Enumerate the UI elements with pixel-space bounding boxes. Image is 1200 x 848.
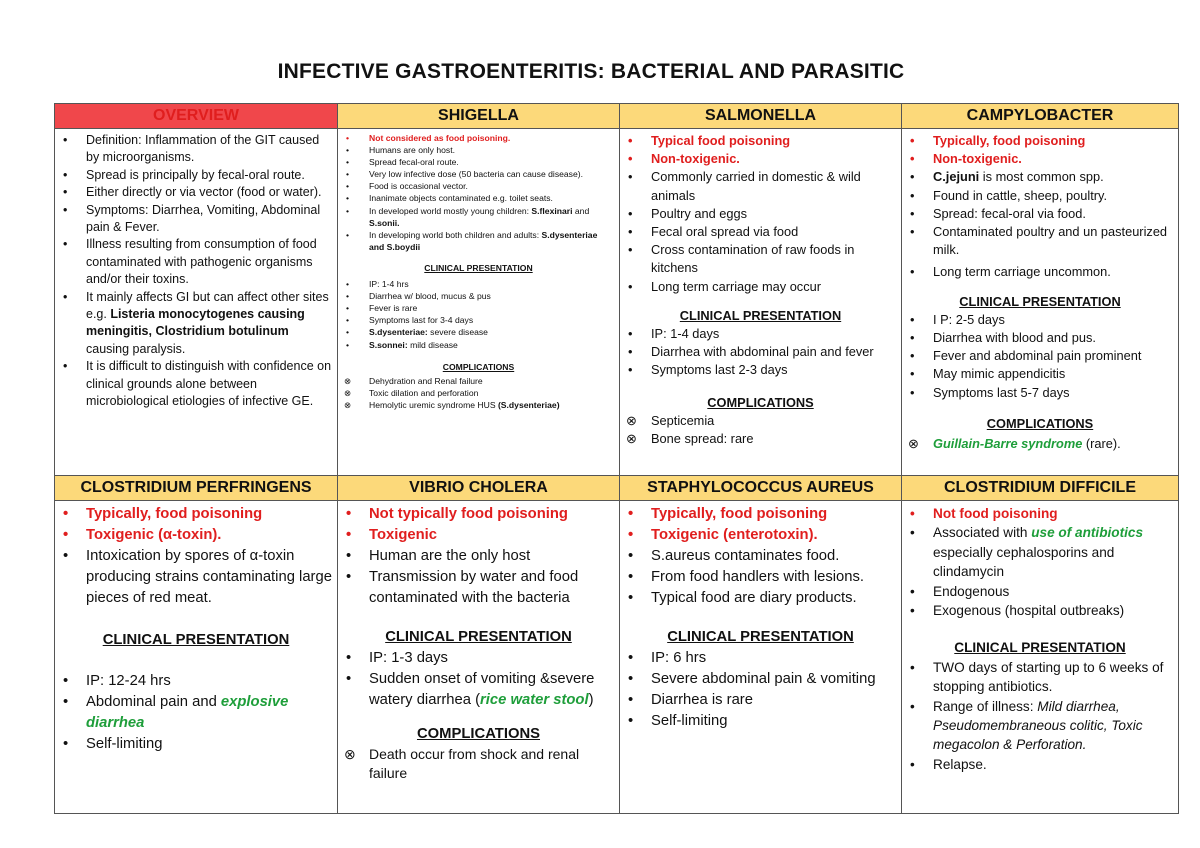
overview-list [55, 129, 337, 411]
cell-overview [55, 129, 338, 476]
cell-campylobacter [902, 129, 1179, 476]
list-item: • S.aureus contaminates food. [624, 546, 897, 567]
campylobacter-list [902, 129, 1178, 282]
bold-text: C.jejuni [933, 169, 980, 185]
section-title: COMPLICATIONS [416, 726, 541, 742]
highlight-text: Guillain-Barre syndrome [933, 436, 1083, 452]
list-item: ⊗ Dehydration and Renal failure [342, 375, 615, 387]
campylobacter-complications-list [902, 433, 1178, 453]
shigella-complications-list [338, 373, 619, 411]
section-title: CLINICAL PRESENTATION [102, 632, 290, 648]
list-item: • Self-limiting [624, 711, 897, 732]
text: (rare). [1082, 436, 1121, 452]
list-item [342, 669, 615, 711]
bold-text: S.dysenteriae: [369, 327, 428, 338]
text: In developed world mostly young children: [369, 205, 532, 216]
list-item: • Non-toxigenic. [906, 150, 1174, 168]
cholera-list [338, 501, 619, 609]
list-item: • Found in cattle, sheep, poultry. [906, 187, 1174, 205]
header-campylobacter: CAMPYLOBACTER [902, 104, 1179, 129]
list-item: • Relapse. [906, 755, 1174, 774]
list-item: • It is difficult to distinguish with confidence on clinical grounds alone between microbiological etiologies of infective GE. [59, 358, 333, 410]
text: In developing world both children and adults: [369, 229, 542, 240]
salmonella-list [620, 129, 901, 296]
list-item: • Toxigenic (α-toxin). [59, 525, 333, 546]
list-item: • Exogenous (hospital outbreaks) [906, 601, 1174, 620]
list-item: • Self-limiting [59, 734, 333, 755]
list-item: • Long term carriage uncommon. [906, 263, 1174, 281]
list-item: • May mimic appendicitis [906, 365, 1174, 383]
text: Associated with [933, 525, 1032, 541]
list-item: • TWO days of starting up to 6 weeks of stopping antibiotics. [906, 658, 1174, 697]
highlight-text: use of antibiotics [1031, 525, 1144, 541]
text: is most common spp. [979, 169, 1104, 185]
list-item: • Toxigenic [342, 525, 615, 546]
list-item: • Diarrhea is rare [624, 690, 897, 711]
list-item: • Definition: Inflammation of the GIT caused by microorganisms. [59, 132, 333, 167]
list-item: • IP: 1-4 hrs [342, 278, 615, 290]
list-item: • Humans are only host. [342, 144, 615, 156]
text: Range of illness: [933, 698, 1038, 714]
list-item: • Typical food poisoning [624, 132, 897, 150]
list-item [342, 339, 615, 351]
bold-text: Listeria monocytogenes causing meningitis, Clostridium botulinum [86, 307, 305, 339]
cell-shigella [338, 129, 620, 476]
list-item: • Intoxication by spores of α-toxin producing strains contaminating large pieces of red meat. [59, 546, 333, 609]
header-clostridium-perfringens: CLOSTRIDIUM PERFRINGENS [55, 476, 338, 501]
section-title: CLINICAL PRESENTATION [385, 629, 572, 645]
text: severe disease [427, 327, 488, 338]
list-item: • IP: 1-3 days [342, 648, 615, 669]
list-item: • Commonly carried in domestic & wild animals [624, 168, 897, 204]
header-shigella: SHIGELLA [338, 104, 620, 129]
list-item: • IP: 6 hrs [624, 648, 897, 669]
text: Abdominal pain and [86, 694, 221, 710]
list-item: • Non-toxigenic. [624, 150, 897, 168]
section-title: COMPLICATIONS [442, 361, 515, 372]
list-item: • Diarrhea w/ blood, mucus & pus [342, 290, 615, 302]
list-item: • Transmission by water and food contaminated with the bacteria [342, 567, 615, 609]
list-item: • Contaminated poultry and un pasteurized milk. [906, 223, 1174, 259]
bold-text: (S.dysenteriae) [497, 399, 560, 410]
list-item: • Typically, food poisoning [59, 504, 333, 525]
page-title: INFECTIVE GASTROENTERITIS: BACTERIAL AND PARASITIC [277, 60, 905, 83]
info-table [54, 103, 1179, 814]
highlight-text: explosive diarrhea [86, 694, 289, 731]
list-item: • Poultry and eggs [624, 205, 897, 223]
list-item [59, 289, 333, 359]
perfringens-clinical-list [55, 651, 337, 755]
text: Hemolytic uremic syndrome HUS [369, 399, 498, 410]
header-clostridium-difficile: CLOSTRIDIUM DIFFICILE [902, 476, 1179, 501]
list-item: • IP: 1-4 days [624, 325, 897, 343]
text: and [572, 205, 590, 216]
highlight-text: rice water stool [480, 692, 589, 708]
list-item [906, 168, 1174, 186]
header-overview: OVERVIEW [55, 104, 338, 129]
text: especially cephalosporins and clindamycin [933, 544, 1115, 580]
list-item: • Not food poisoning [906, 504, 1174, 523]
list-item: • Human are the only host [342, 546, 615, 567]
list-item: • Severe abdominal pain & vomiting [624, 669, 897, 690]
section-title: CLINICAL PRESENTATION [959, 293, 1121, 309]
list-item: • Diarrhea with blood and pus. [906, 329, 1174, 347]
list-item: • Inanimate objects contaminated e.g. toilet seats. [342, 192, 615, 204]
list-item: • Illness resulting from consumption of food contaminated with pathogenic organisms and/or their toxins. [59, 236, 333, 288]
list-item [906, 435, 1174, 453]
salmonella-clinical-list [620, 325, 901, 380]
list-item: • Very low infective dose (50 bacteria can cause disease). [342, 168, 615, 180]
list-item [342, 205, 615, 229]
difficile-clinical-list [902, 658, 1178, 774]
list-item: ⊗ Bone spread: rare [624, 430, 897, 448]
list-item: • Toxigenic (enterotoxin). [624, 525, 897, 546]
list-item: • I P: 2-5 days [906, 311, 1174, 329]
list-item [342, 326, 615, 338]
list-item: • Spread fecal-oral route. [342, 156, 615, 168]
cell-staph [620, 501, 902, 814]
list-item: • Symptoms last for 3-4 days [342, 314, 615, 326]
section-title: CLINICAL PRESENTATION [667, 629, 854, 645]
list-item: • Fecal oral spread via food [624, 223, 897, 241]
section-title: CLINICAL PRESENTATION [424, 262, 533, 273]
list-item: • Not typically food poisoning [342, 504, 615, 525]
list-item: • Typical food are diary products. [624, 588, 897, 609]
list-item: • Cross contamination of raw foods in kitchens [624, 241, 897, 277]
list-item: • Symptoms last 5-7 days [906, 384, 1174, 402]
list-item: • IP: 12-24 hrs [59, 671, 333, 692]
text: Sudden onset of vomiting &severe watery diarrhea ( [369, 671, 595, 708]
staph-list [620, 501, 901, 609]
list-item: ⊗ Toxic dilation and perforation [342, 387, 615, 399]
list-item: • Fever is rare [342, 302, 615, 314]
list-item: • Spread is principally by fecal-oral route. [59, 167, 333, 184]
bold-text: S.flexinari [531, 205, 573, 216]
text: It mainly affects GI but can affect other sites e.g. [86, 289, 329, 322]
italic-text: Mild diarrhea, Pseudomembraneous colitic, Toxic megacolon & Perforation. [933, 698, 1143, 753]
list-item: • Long term carriage may occur [624, 278, 897, 296]
text: ) [588, 692, 594, 708]
section-title: COMPLICATIONS [986, 415, 1094, 431]
staph-clinical-list [620, 648, 901, 732]
list-item: • Spread: fecal-oral via food. [906, 205, 1174, 223]
list-item: • Endogenous [906, 582, 1174, 601]
list-item [906, 523, 1174, 581]
cell-perfringens [55, 501, 338, 814]
list-item: • Symptoms last 2-3 days [624, 361, 897, 379]
salmonella-complications-list [620, 412, 901, 448]
header-staphylococcus-aureus: STAPHYLOCOCCUS AUREUS [620, 476, 902, 501]
list-item: • Food is occasional vector. [342, 180, 615, 192]
cell-cholera [338, 501, 620, 814]
list-item: • Typically, food poisoning [906, 132, 1174, 150]
list-item: • Not considered as food poisoning. [342, 132, 615, 144]
cholera-clinical-list [338, 648, 619, 711]
list-item: ⊗ Death occur from shock and renal failure [342, 745, 615, 784]
shigella-clinical-list [338, 274, 619, 351]
list-item [906, 697, 1174, 755]
list-item: • Either directly or via vector (food or water). [59, 184, 333, 201]
bold-text: S.sonnei: [369, 339, 408, 350]
header-vibrio-cholera: VIBRIO CHOLERA [338, 476, 620, 501]
list-item: • From food handlers with lesions. [624, 567, 897, 588]
difficile-list [902, 501, 1178, 620]
section-title: CLINICAL PRESENTATION [679, 307, 842, 323]
perfringens-list [55, 501, 337, 609]
header-salmonella: SALMONELLA [620, 104, 902, 129]
cholera-complications-list [338, 745, 619, 784]
list-item: • Diarrhea with abdominal pain and fever [624, 343, 897, 361]
list-item [342, 229, 615, 253]
list-item: • Symptoms: Diarrhea, Vomiting, Abdominal pain & Fever. [59, 202, 333, 237]
cell-salmonella [620, 129, 902, 476]
list-item [342, 399, 615, 411]
campylobacter-clinical-list [902, 311, 1178, 402]
list-item [59, 692, 333, 734]
bold-text: S.dysenteriae and S.boydii [369, 229, 598, 252]
list-item: • Fever and abdominal pain prominent [906, 347, 1174, 365]
text: causing paralysis. [86, 341, 186, 356]
shigella-list [338, 129, 619, 253]
cell-difficile [902, 501, 1179, 814]
list-item: • Typically, food poisoning [624, 504, 897, 525]
bold-text: S.sonii. [369, 217, 400, 228]
list-item: ⊗ Septicemia [624, 412, 897, 430]
text: mild disease [407, 339, 458, 350]
section-title: COMPLICATIONS [707, 394, 814, 410]
section-title: CLINICAL PRESENTATION [954, 640, 1126, 656]
